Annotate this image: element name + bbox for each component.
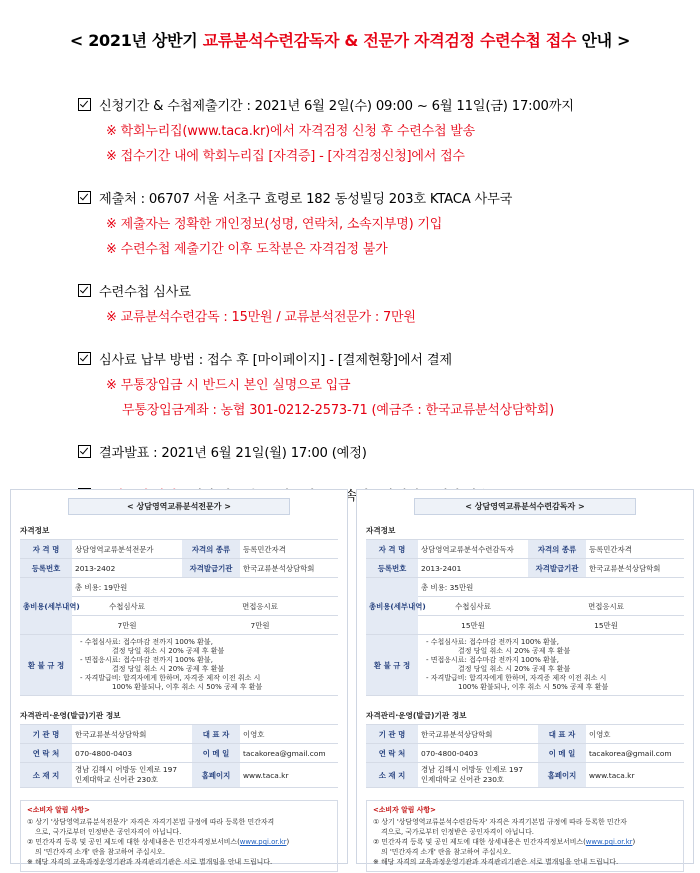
cell-value: 총 비용: 35만원: [418, 578, 684, 597]
item-sub: ※ 접수기간 내에 학회누리집 [자격증] - [자격검정신청]에서 접수: [106, 149, 465, 164]
certificate-card-supervisor: [356, 489, 694, 864]
notice-text: ): [286, 838, 290, 846]
refund-rules: [418, 635, 684, 696]
item-main: 신청기간 & 수첩제출기간 : 2021년 6월 2일(수) 09:00 ~ 6월 11일(금) 17:00까지: [99, 99, 574, 114]
item-sub: 무통장입금계좌 : 농협 301-0212-2573-71 (예금주 : 한국교류분석상담학회): [122, 403, 554, 418]
cell-label: 자격발급기관: [528, 559, 586, 578]
notice-heading: <소비자 알림 사항>: [27, 806, 90, 814]
item-main: 제출처 : 06707 서울 서초구 효령로 182 동성빌딩 203호 KTACA 사무국: [99, 192, 513, 207]
cell-label: 자 격 명: [20, 540, 72, 559]
checkbox-icon: [78, 191, 91, 204]
checkbox-icon: [78, 352, 91, 365]
website-link[interactable]: www.taca.kr: [240, 763, 338, 788]
organization-table: [20, 724, 338, 788]
cell-label: 등록번호: [20, 559, 72, 578]
cell-label: 기 관 명: [20, 725, 72, 744]
list-item: [78, 441, 678, 466]
rule-line: 결정 당일 취소 시 20% 공제 후 환불: [112, 665, 225, 673]
cell-label: 등록번호: [366, 559, 418, 578]
cell-label: 연 락 처: [366, 744, 418, 763]
address-line: 경남 김해시 어방동 인제로 197: [75, 765, 178, 774]
pqi-link[interactable]: www.pqi.or.kr: [585, 838, 633, 846]
cell-header: 수첩심사료: [418, 597, 528, 616]
rule-line: - 면접응시료: 접수마감 전까지 100% 환불,: [426, 656, 559, 664]
consumer-notice: [366, 800, 684, 872]
cell-label: 자격발급기관: [182, 559, 240, 578]
section-heading: 자격관리·운영(발급)기관 정보: [20, 711, 121, 720]
cell-label: 연 락 처: [20, 744, 72, 763]
title-prefix: < 2021년 상반기: [69, 31, 203, 50]
cell-header: 수첩심사료: [72, 597, 182, 616]
checkbox-icon: [78, 284, 91, 297]
page-title: [0, 28, 700, 51]
cell-value: 한국교류분석상담학회: [72, 725, 192, 744]
cell-value: 2013-2402: [72, 559, 182, 578]
cell-value: 070-4800-0403: [418, 744, 538, 763]
item-sub: ※ 교류분석수련감독 : 15만원 / 교류분석전문가 : 7만원: [106, 310, 416, 325]
cell-label: 이 메 일: [538, 744, 586, 763]
cell-value: 등록민간자격: [240, 540, 338, 559]
cell-value: 2013-2401: [418, 559, 528, 578]
cell-label: 환 불 규 정: [366, 635, 418, 696]
rule-line: 100% 환불되나, 이후 취소 시 50% 공제 후 환불: [458, 683, 609, 691]
notice-heading: <소비자 알림 사항>: [373, 806, 436, 814]
notice-line: ① 상기 '상담영역교류분석수련감독자' 자격은 자격기본법 규정에 따라 등록한 민간자: [373, 818, 627, 826]
cell-value: 7만원: [182, 616, 338, 635]
notice-line: ※ 해당 자격의 교육과정운영기관과 자격관리기관은 서로 별개임을 안내 드립니다.: [373, 858, 619, 866]
cell-header: 면접응시료: [182, 597, 338, 616]
checkbox-icon: [78, 445, 91, 458]
item-main: 결과발표 : 2021년 6월 21일(월) 17:00 (예정): [99, 446, 367, 461]
item-sub: ※ 수련수첩 제출기간 이후 도착분은 자격검정 불가: [106, 242, 388, 257]
cell-value: tacakorea@gmail.com: [586, 744, 684, 763]
cell-value: [72, 763, 192, 788]
rule-line: 100% 환불되나, 이후 취소 시 50% 공제 후 환불: [112, 683, 263, 691]
cell-label: 소 재 지: [366, 763, 418, 788]
notice-text: ): [632, 838, 636, 846]
rule-line: - 수첩심사료: 접수마감 전까지 100% 환불,: [80, 638, 213, 646]
notice-line: 으로, 국가로부터 인정받은 공인자격이 아닙니다.: [35, 828, 182, 836]
notice-line: 의 '민간자격 소개' 란을 참고하여 주십시오.: [381, 848, 512, 856]
refund-rules: [72, 635, 338, 696]
item-sub: ※ 무통장입금 시 반드시 본인 실명으로 입금: [106, 378, 351, 393]
item-main: 수련수첩 심사료: [99, 285, 191, 300]
rule-line: - 수첩심사료: 접수마감 전까지 100% 환불,: [426, 638, 559, 646]
cell-value: 15만원: [528, 616, 684, 635]
qualification-table: [366, 539, 684, 696]
cell-value: 이영호: [240, 725, 338, 744]
cell-header: 면접응시료: [528, 597, 684, 616]
cell-value: 한국교류분석상담학회: [240, 559, 338, 578]
website-link[interactable]: www.taca.kr: [586, 763, 684, 788]
qualification-table: [20, 539, 338, 696]
rule-line: - 자격발급비: 합격자에게 한하며, 자격증 제작 이전 취소 시: [80, 674, 261, 682]
notice-line: 의 '민간자격 소개' 란을 참고하여 주십시오.: [35, 848, 166, 856]
cell-value: 070-4800-0403: [72, 744, 192, 763]
notice-text: ② 민간자격 등록 및 공인 제도에 대한 상세내용은 민간자격정보서비스(: [373, 838, 586, 846]
address-line: 경남 김해시 어방동 인제로 197: [421, 765, 524, 774]
pqi-link[interactable]: www.pqi.or.kr: [239, 838, 287, 846]
cell-label: 홈페이지: [538, 763, 586, 788]
cell-label: 자격의 종류: [528, 540, 586, 559]
cell-label: 이 메 일: [192, 744, 240, 763]
rule-line: 결정 당일 취소 시 20% 공제 후 환불: [112, 647, 225, 655]
cell-label: 자 격 명: [366, 540, 418, 559]
notice-line: ※ 해당 자격의 교육과정운영기관과 자격관리기관은 서로 별개임을 안내 드립니다.: [27, 858, 273, 866]
item-main: 심사료 납부 방법 : 접수 후 [마이페이지] - [결제현황]에서 결제: [99, 353, 452, 368]
certificate-card-expert: [10, 489, 348, 864]
item-sub: ※ 학회누리집(www.taca.kr)에서 자격검정 신청 후 수련수첩 발송: [106, 124, 476, 139]
cell-value: 7만원: [72, 616, 182, 635]
notice-text: ② 민간자격 등록 및 공인 제도에 대한 상세내용은 민간자격정보서비스(: [27, 838, 240, 846]
cell-value: 총 비용: 19만원: [72, 578, 338, 597]
section-heading: 자격관리·운영(발급)기관 정보: [366, 711, 467, 720]
cell-label: 대 표 자: [192, 725, 240, 744]
list-item: [78, 94, 678, 169]
cell-value: tacakorea@gmail.com: [240, 744, 338, 763]
cell-label: 기 관 명: [366, 725, 418, 744]
cell-value: 상담영역교류분석수련감독자: [418, 540, 528, 559]
cell-value: [418, 763, 538, 788]
card-title: < 상담영역교류분석전문가 >: [68, 498, 290, 515]
cell-label: 총비용(세부내역): [20, 578, 72, 635]
cell-label: 소 재 지: [20, 763, 72, 788]
item-sub: ※ 제출자는 정확한 개인정보(성명, 연락처, 소속지부명) 기입: [106, 217, 443, 232]
cell-value: 한국교류분석상담학회: [586, 559, 684, 578]
notice-list: [78, 94, 678, 552]
organization-table: [366, 724, 684, 788]
rule-line: 결정 당일 취소 시 20% 공제 후 환불: [458, 647, 571, 655]
notice-line: 격으로, 국가로부터 인정받은 공인자격이 아닙니다.: [381, 828, 534, 836]
section-heading: 자격정보: [366, 526, 396, 535]
cell-value: 15만원: [418, 616, 528, 635]
rule-line: - 자격발급비: 합격자에게 한하며, 자격증 제작 이전 취소 시: [426, 674, 607, 682]
list-item: [78, 348, 678, 423]
section-heading: 자격정보: [20, 526, 50, 535]
notice-line: ① 상기 '상담영역교류분석전문가' 자격은 자격기본법 규정에 따라 등록한 민간자격: [27, 818, 275, 826]
title-suffix: 안내 >: [576, 31, 631, 50]
list-item: [78, 187, 678, 262]
consumer-notice: [20, 800, 338, 872]
cell-label: 홈페이지: [192, 763, 240, 788]
cell-label: 환 불 규 정: [20, 635, 72, 696]
notice-line: [373, 837, 677, 847]
address-line: 인제대학교 신어관 230호: [421, 775, 505, 784]
list-item: [78, 280, 678, 330]
rule-line: 결정 당일 취소 시 20% 공제 후 환불: [458, 665, 571, 673]
address-line: 인제대학교 신어관 230호: [75, 775, 159, 784]
cell-value: 이영호: [586, 725, 684, 744]
cell-label: 총비용(세부내역): [366, 578, 418, 635]
cell-value: 등록민간자격: [586, 540, 684, 559]
cell-value: 상담영역교류분석전문가: [72, 540, 182, 559]
cell-label: 대 표 자: [538, 725, 586, 744]
checkbox-icon: [78, 98, 91, 111]
rule-line: - 면접응시료: 접수마감 전까지 100% 환불,: [80, 656, 213, 664]
cell-label: 자격의 종류: [182, 540, 240, 559]
card-title: < 상담영역교류분석수련감독자 >: [414, 498, 636, 515]
title-highlight: 교류분석수련감독자 & 전문가 자격검정 수련수첩 접수: [202, 31, 577, 50]
cell-value: 한국교류분석상담학회: [418, 725, 538, 744]
notice-line: [27, 837, 331, 847]
